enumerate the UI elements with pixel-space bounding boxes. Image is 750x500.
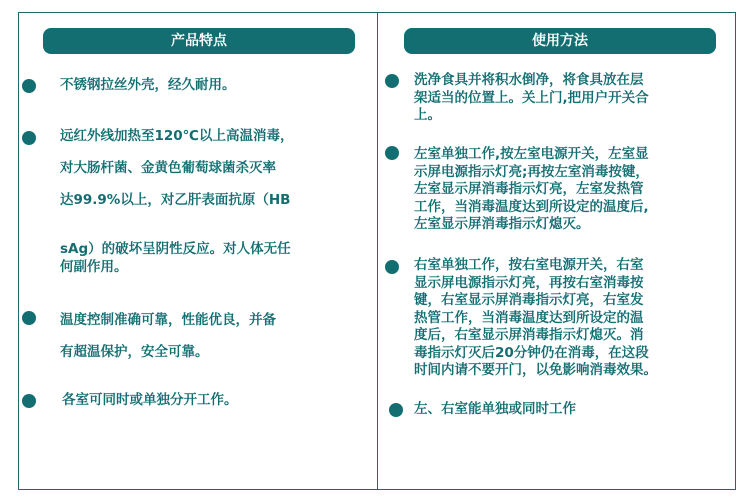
usage-item-2: 左室单独工作,按左室电源开关，左室显 示屏电源指示灯亮;再按左室消毒按键， 左室显示屏消毒指示灯亮，左室发热管 工作，当消毒温度达到所设定的温度后, 左室显示屏消毒指示灯熄灭。 <box>414 146 649 232</box>
usage-header: 使用方法 <box>404 28 716 54</box>
bullet-dot <box>22 131 36 145</box>
bullet-dot <box>22 79 36 93</box>
bullet-dot <box>385 146 399 160</box>
feature-item-2: 远红外线加热至120℃以上高温消毒， 对大肠杆菌、金黄色葡萄球菌杀灭率 达99.9%以上，对乙肝表面抗原（HB <box>60 128 294 208</box>
usage-item-4: 左、右室能单独或同时工作 <box>414 401 576 417</box>
feature-item-4: 各室可同时或单独分开工作。 <box>62 392 238 408</box>
bullet-dot <box>385 74 399 88</box>
bullet-dot <box>385 260 399 274</box>
bullet-dot <box>22 394 36 408</box>
bullet-dot <box>389 403 403 417</box>
features-header: 产品特点 <box>43 28 355 54</box>
usage-item-1: 洗净食具并将积水倒净，将食具放在层 架适当的位置上。关上门,把用户开关合 上。 <box>414 72 649 123</box>
column-divider <box>377 12 378 490</box>
feature-item-1: 不锈钢拉丝外壳，经久耐用。 <box>60 77 236 93</box>
feature-item-2-continued: sAg）的破坏呈阴性反应。对人体无任 何副作用。 <box>60 241 291 275</box>
bullet-dot <box>22 311 36 325</box>
usage-item-3: 右室单独工作，按右室电源开关，右室 显示屏电源指示灯亮，再按右室消毒按 键，右室显示屏消毒指示灯亮，右室发 热管工作，当消毒温度达到所设定的温 度后，右室显示屏消毒指示灯熄灭。消 毒指示灯灭后20分钟仍在消毒，在这段 时间内请不要开门，以免影响消毒效果。 <box>414 257 657 378</box>
feature-item-3: 温度控制准确可靠，性能优良，并备 有超温保护，安全可靠。 <box>60 312 276 360</box>
